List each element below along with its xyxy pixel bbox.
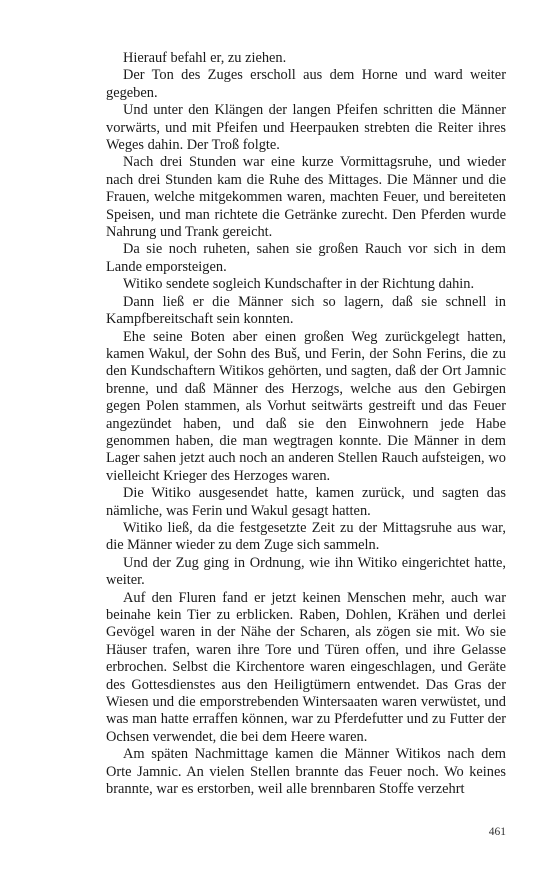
paragraph: Witiko sendete sogleich Kundschafter in der Richtung dahin. xyxy=(123,276,475,293)
paragraph: Hierauf befahl er, zu ziehen. xyxy=(123,50,287,66)
paragraph: Auf den Fluren fand er jetzt keinen Menschen mehr, auch war beinahe kein Tier zu erblicken. Raben, Dohlen, Krähen und derlei Gevögel waren in der Nähe der Scharen, als zögen sie mit. Wo sie Häuser trafen, waren ihre Tore und Türen offen, und ihre Gelasse erbrochen. Selbst die Kirchentore waren eingeschlagen, und Geräte des Gottesdienstes aus den Heiligtümern entwendet. Das Gras der Wiesen und die emporstrebenden Wintersaaten waren verwüstet, und was man hatte erraffen können, war zu Pferdefutter und zu Futter der Ochsen verwendet, die bei dem Heere waren. xyxy=(106,589,506,745)
paragraph: Nach drei Stunden war eine kurze Vormittagsruhe, und wieder nach drei Stunden kam die Ruhe des Mittages. Die Männer und die Frauen, welche mitgekommen waren, machten Feuer, und bereiteten Speisen, und man richtete die Getränke zurecht. Den Pferden wurde Nahrung und Trank gereicht. xyxy=(106,154,506,241)
paragraph: Dann ließ er die Männer sich so lagern, daß sie schnell in Kampfbereitschaft sein konnten. xyxy=(106,293,506,328)
paragraph: Witiko ließ, da die festgesetzte Zeit zu der Mittagsruhe aus war, die Männer wieder zu dem Zuge sich sammeln. xyxy=(106,519,506,554)
paragraph: Die Witiko ausgesendet hatte, kamen zurück, und sagten das nämliche, was Ferin und Wakul gesagt hatten. xyxy=(106,485,506,519)
paragraph: Und unter den Klängen der langen Pfeifen schritten die Männer vorwärts, und mit Pfeifen und Heerpauken strebten die Reiter ihres Weges dahin. Der Troß folgte. xyxy=(106,102,506,154)
paragraph: Ehe seine Boten aber einen großen Weg zurückgelegt hatten, kamen Wakul, der Sohn des Buš, und Ferin, der Sohn Ferins, die zu den Kundschaftern Witikos gehörten, und sagten, daß der Ort Jamnic brenne, und daß Männer des Herzogs, welche aus den Gebirgen gegen Polen stammen, als Vorhut seitwärts gestreift und das Feuer angezündet haben, und daß sie den Einwohnern jede Habe genommen haben, die man wegtragen konnte. Die Männer in dem Lager sahen jetzt auch noch an anderen Stellen Rauch aufsteigen, wo vielleicht Krieger des Herzoges waren. xyxy=(106,328,506,484)
paragraph: Da sie noch ruheten, sahen sie großen Rauch vor sich in dem Lande emporsteigen. xyxy=(106,241,506,275)
paragraph: Am späten Nachmittage kamen die Männer Witikos nach dem Orte Jamnic. An vielen Stellen brannte das Feuer noch. Wo keines brannte, war es erstorben, weil alle brennbaren Stoffe verzehrt xyxy=(106,746,506,798)
paragraph: Der Ton des Zuges erscholl aus dem Horne und ward weiter gegeben. xyxy=(106,67,506,101)
body-text xyxy=(106,50,506,798)
page-number: 461 xyxy=(488,826,506,838)
paragraph: Und der Zug ging in Ordnung, wie ihn Witiko eingerichtet hatte, weiter. xyxy=(106,554,506,589)
